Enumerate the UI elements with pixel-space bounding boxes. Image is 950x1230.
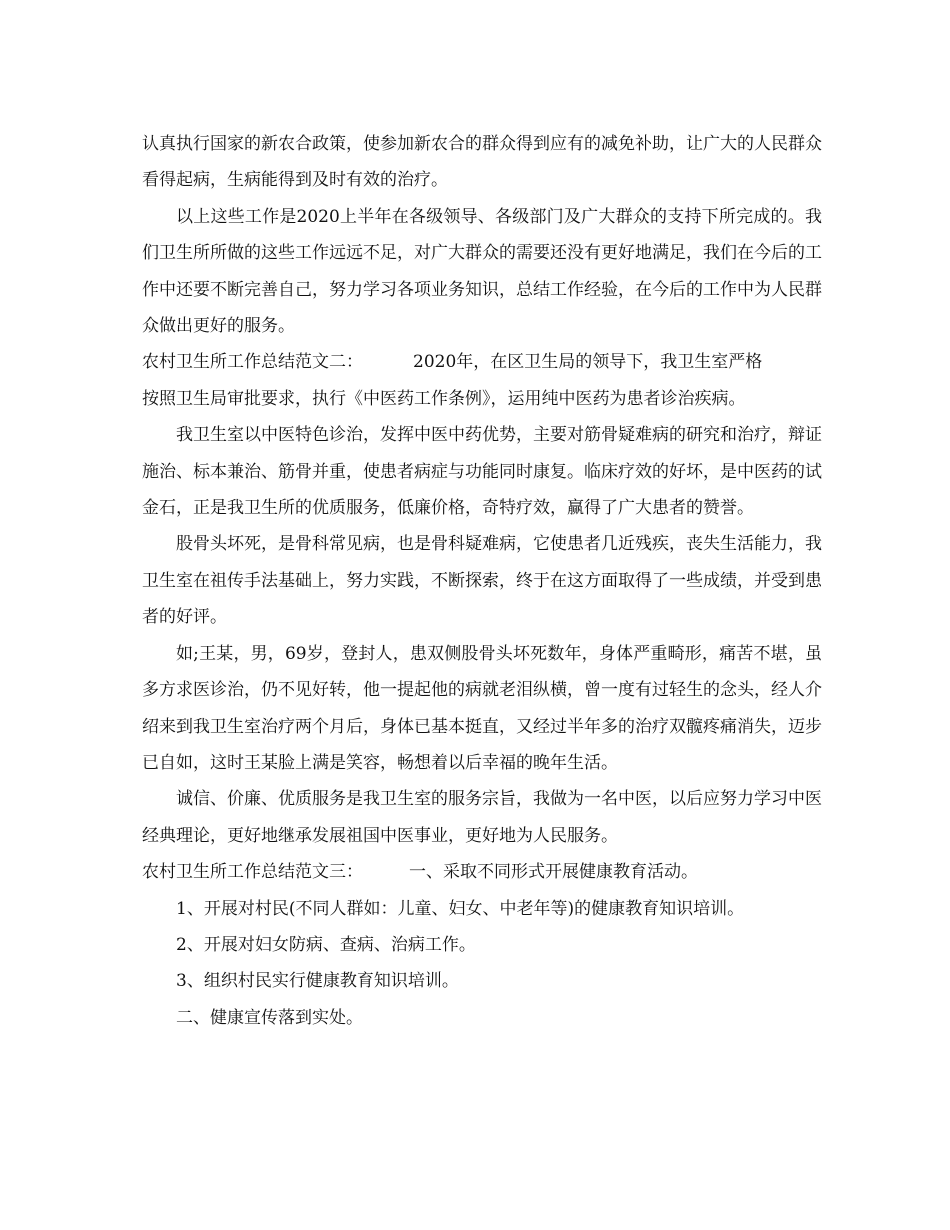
paragraph-summary: 以上这些工作是2020上半年在各级领导、各级部门及广大群众的支持下所完成的。我们卫生所所做的这些工作远远不足，对广大群众的需要还没有更好地满足，我们在今后的工作中还要不断完善自己，努力学习各项业务知识，总结工作经验，在今后的工作中为人民群众做出更好的服务。 [142, 206, 822, 337]
section-two-continuation: 按照卫生局审批要求，执行《中医药工作条例》，运用纯中医药为患者诊治疾病。 [142, 388, 746, 409]
document-page [142, 126, 822, 1036]
list-item-3: 3、组织村民实行健康教育知识培训。 [176, 971, 459, 992]
section-heading-three [142, 854, 822, 890]
section-two-intro: 2020年，在区卫生局的领导下，我卫生室严格 [413, 352, 763, 373]
section-two-label: 农村卫生所工作总结范文二： [142, 352, 363, 373]
paragraph-policy: 认真执行国家的新农合政策，使参加新农合的群众得到应有的减免补助，让广大的人民群众看得起病，生病能得到及时有效的治疗。 [142, 134, 822, 191]
paragraph-case-example: 如;王某，男，69岁，登封人，患双侧股骨头坏死数年，身体严重畸形，痛苦不堪，虽多方求医诊治，仍不见好转，他一提起他的病就老泪纵横，曾一度有过轻生的念头，经人介绍来到我卫生室治疗两个月后，身体已基本挺直，又经过半年多的治疗双髋疼痛消失，迈步已自如，这时王某脸上满是笑容，畅想着以后幸福的晚年生活。 [142, 643, 822, 773]
paragraph-femoral-head: 股骨头坏死，是骨科常见病，也是骨科疑难病，它使患者几近残疾，丧失生活能力，我卫生室在祖传手法基础上，努力实践，不断探索，终于在这方面取得了一些成绩，并受到患者的好评。 [142, 534, 822, 628]
subheading-two: 二、健康宣传落到实处。 [176, 1007, 363, 1028]
paragraph-service-tenet: 诚信、价廉、优质服务是我卫生室的服务宗旨，我做为一名中医，以后应努力学习中医经典理论，更好地继承发展祖国中医事业，更好地为人民服务。 [142, 789, 822, 846]
list-item-1: 1、开展对村民(不同人群如：儿童、妇女、中老年等)的健康教育知识培训。 [176, 898, 745, 919]
list-item-2: 2、开展对妇女防病、查病、治病工作。 [176, 934, 476, 955]
section-heading-two [142, 344, 822, 380]
section-three-intro: 一、采取不同形式开展健康教育活动。 [409, 862, 698, 883]
paragraph-tcm-features: 我卫生室以中医特色诊治，发挥中医中药优势，主要对筋骨疑难病的研究和治疗，辩证施治、标本兼治、筋骨并重，使患者病症与功能同时康复。临床疗效的好坏，是中医药的试金石，正是我卫生所的优质服务，低廉价格，奇特疗效，赢得了广大患者的赞誉。 [142, 425, 822, 519]
section-three-label: 农村卫生所工作总结范文三： [142, 862, 363, 883]
